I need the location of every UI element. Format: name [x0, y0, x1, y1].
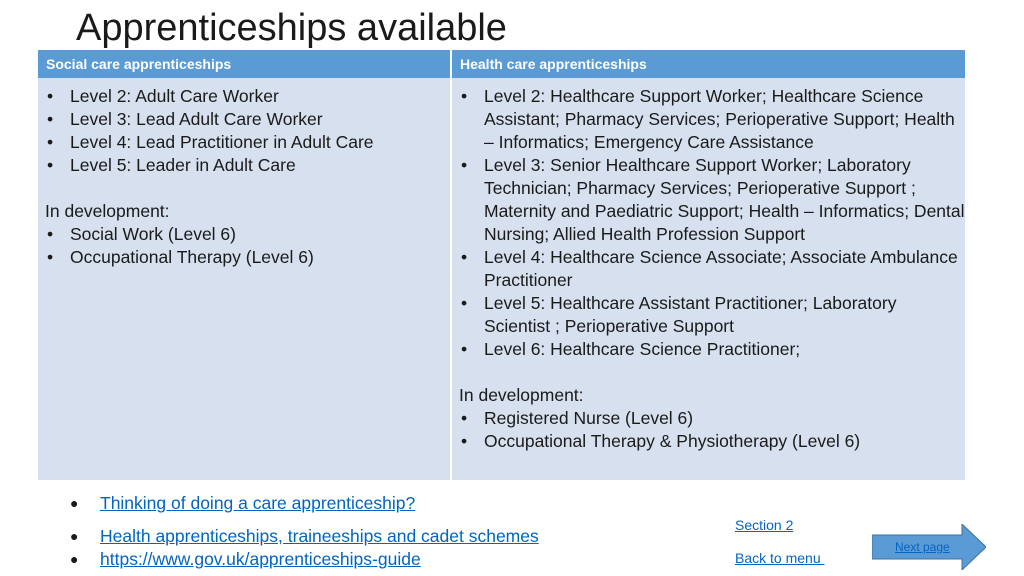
header-health-care: Health care apprenticeships — [450, 50, 965, 78]
table-header-row — [38, 50, 965, 78]
list-item: • Level 4: Healthcare Science Associate; Associate Ambulance Practitioner — [459, 246, 965, 292]
list-item: • Level 5: Leader in Adult Care — [45, 154, 450, 177]
list-item: • Level 3: Senior Healthcare Support Worker; Laboratory Technician; Pharmacy Services; Perioperative Support ; Maternity and Paediatric Support; Health – Informatics; Dental Nursing; Allied Health Profession Support — [459, 154, 965, 246]
list-item: • Registered Nurse (Level 6) — [459, 407, 965, 430]
next-page-link[interactable]: Next page — [895, 540, 950, 554]
social-dev-heading: In development: — [45, 201, 170, 221]
bullet-icon: ● — [70, 551, 79, 567]
health-dev-list — [459, 407, 965, 453]
list-item: • Level 3: Lead Adult Care Worker — [45, 108, 450, 131]
list-item: • Occupational Therapy (Level 6) — [45, 246, 450, 269]
page-title: Apprenticeships available — [76, 7, 507, 49]
list-item: • Level 4: Lead Practitioner in Adult Care — [45, 131, 450, 154]
list-item: • Level 2: Adult Care Worker — [45, 85, 450, 108]
health-care-cell — [450, 78, 965, 480]
list-item: • Social Work (Level 6) — [45, 223, 450, 246]
section-2-link[interactable]: Section 2 — [735, 517, 794, 533]
back-to-menu-link[interactable]: Back to menu — [735, 550, 825, 566]
social-care-cell — [38, 78, 450, 480]
apprenticeships-table — [38, 50, 965, 480]
list-item: • Level 6: Healthcare Science Practitioner; — [459, 338, 965, 361]
social-care-list — [45, 85, 450, 177]
bullet-icon: ● — [70, 495, 79, 511]
health-apprenticeships-link[interactable]: Health apprenticeships, traineeships and cadet schemes — [100, 526, 539, 546]
bullet-icon: ● — [70, 528, 79, 544]
care-apprenticeship-link[interactable]: Thinking of doing a care apprenticeship? — [100, 493, 416, 513]
gov-guide-link[interactable]: https://www.gov.uk/apprenticeships-guide — [100, 549, 421, 569]
health-dev-heading: In development: — [459, 385, 584, 405]
list-item: • Occupational Therapy & Physiotherapy (Level 6) — [459, 430, 965, 453]
social-dev-list — [45, 223, 450, 269]
list-item: • Level 2: Healthcare Support Worker; Healthcare Science Assistant; Pharmacy Services; Perioperative Support; Health – Informatics; Emergency Care Assistance — [459, 85, 965, 154]
list-item: • Level 5: Healthcare Assistant Practitioner; Laboratory Scientist ; Perioperative Support — [459, 292, 965, 338]
health-care-list — [459, 85, 965, 361]
header-social-care: Social care apprenticeships — [46, 56, 232, 72]
